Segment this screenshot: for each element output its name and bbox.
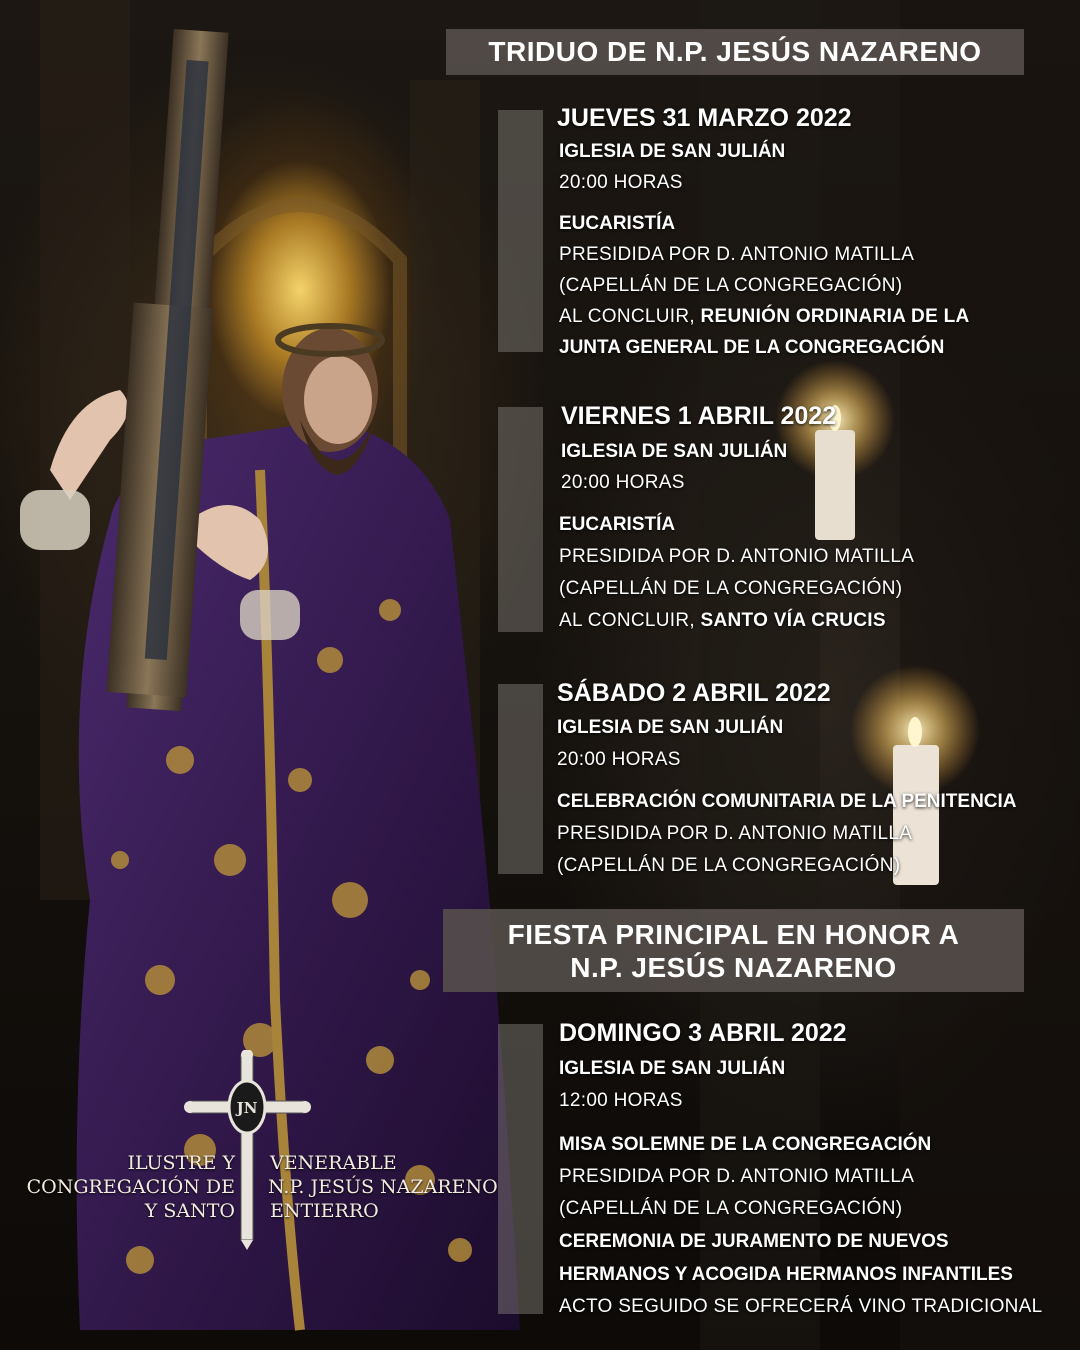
event-1-after-bold-2: JUNTA GENERAL DE LA CONGREGACIÓN xyxy=(559,337,945,358)
fiesta-date: DOMINGO 3 ABRIL 2022 xyxy=(559,1019,847,1047)
event-3-role: (CAPELLÁN DE LA CONGREGACIÓN) xyxy=(557,855,901,876)
fiesta-presider: PRESIDIDA POR D. ANTONIO MATILLA xyxy=(559,1166,915,1187)
fiesta-title-line1: FIESTA PRINCIPAL EN HONOR A xyxy=(507,918,960,950)
cross-icon xyxy=(0,1050,490,1250)
event-3-place: IGLESIA DE SAN JULIÁN xyxy=(557,717,784,738)
event-2-date: VIERNES 1 ABRIL 2022 xyxy=(561,402,837,430)
fiesta-ceremony-2: HERMANOS Y ACOGIDA HERMANOS INFANTILES xyxy=(559,1264,1013,1285)
fiesta-title-line2: N.P. JESÚS NAZARENO xyxy=(570,951,897,983)
event-1-role: (CAPELLÁN DE LA CONGREGACIÓN) xyxy=(559,275,903,296)
cross-monogram: JN xyxy=(236,1099,258,1117)
event-2-place: IGLESIA DE SAN JULIÁN xyxy=(561,441,788,462)
event-1-presider: PRESIDIDA POR D. ANTONIO MATILLA xyxy=(559,244,915,265)
emblem-right-2: N.P. JESÚS NAZARENO xyxy=(268,1176,498,1198)
event-2-after-prefix: AL CONCLUIR, xyxy=(559,610,695,631)
event-3-act: CELEBRACIÓN COMUNITARIA DE LA PENITENCIA xyxy=(557,791,1017,812)
event-2-role: (CAPELLÁN DE LA CONGREGACIÓN) xyxy=(559,578,903,599)
congregation-emblem xyxy=(0,1050,498,1250)
fiesta-place: IGLESIA DE SAN JULIÁN xyxy=(559,1058,786,1079)
fiesta-ceremony-1: CEREMONIA DE JURAMENTO DE NUEVOS xyxy=(559,1231,949,1252)
event-2-act: EUCARISTÍA xyxy=(559,514,676,535)
event-3-date: SÁBADO 2 ABRIL 2022 xyxy=(557,679,831,707)
emblem-left-3: Y SANTO xyxy=(144,1200,235,1222)
section-bars xyxy=(498,110,543,1314)
fiesta-role: (CAPELLÁN DE LA CONGREGACIÓN) xyxy=(559,1198,903,1219)
event-3-presider: PRESIDIDA POR D. ANTONIO MATILLA xyxy=(557,823,913,844)
event-2-time: 20:00 HORAS xyxy=(561,472,685,493)
event-1-act: EUCARISTÍA xyxy=(559,213,676,234)
event-2-after-bold-1: SANTO VÍA CRUCIS xyxy=(700,610,886,631)
emblem-left-1: ILUSTRE Y xyxy=(127,1152,235,1174)
triduo-title-banner xyxy=(446,29,1024,75)
emblem-left-2: CONGREGACIÓN DE xyxy=(26,1176,235,1198)
fiesta-note: ACTO SEGUIDO SE OFRECERÁ VINO TRADICIONAL xyxy=(559,1296,1043,1317)
fiesta-title-banner xyxy=(443,909,1024,992)
fiesta-time: 12:00 HORAS xyxy=(559,1090,683,1111)
event-1-after-bold-1: REUNIÓN ORDINARIA DE LA xyxy=(700,306,970,327)
event-2-after xyxy=(559,610,886,632)
triduo-title: TRIDUO DE N.P. JESÚS NAZARENO xyxy=(488,36,982,67)
event-1-after xyxy=(559,306,970,328)
event-1-time: 20:00 HORAS xyxy=(559,172,683,193)
emblem-right-1: VENERABLE xyxy=(270,1152,397,1174)
event-1-date: JUEVES 31 MARZO 2022 xyxy=(557,104,852,132)
event-1-after-prefix: AL CONCLUIR, xyxy=(559,306,695,327)
emblem-right-3: ENTIERRO xyxy=(270,1200,379,1222)
fiesta-act: MISA SOLEMNE DE LA CONGREGACIÓN xyxy=(559,1134,932,1155)
event-1-place: IGLESIA DE SAN JULIÁN xyxy=(559,141,786,162)
event-3-time: 20:00 HORAS xyxy=(557,749,681,770)
event-2-presider: PRESIDIDA POR D. ANTONIO MATILLA xyxy=(559,546,915,567)
